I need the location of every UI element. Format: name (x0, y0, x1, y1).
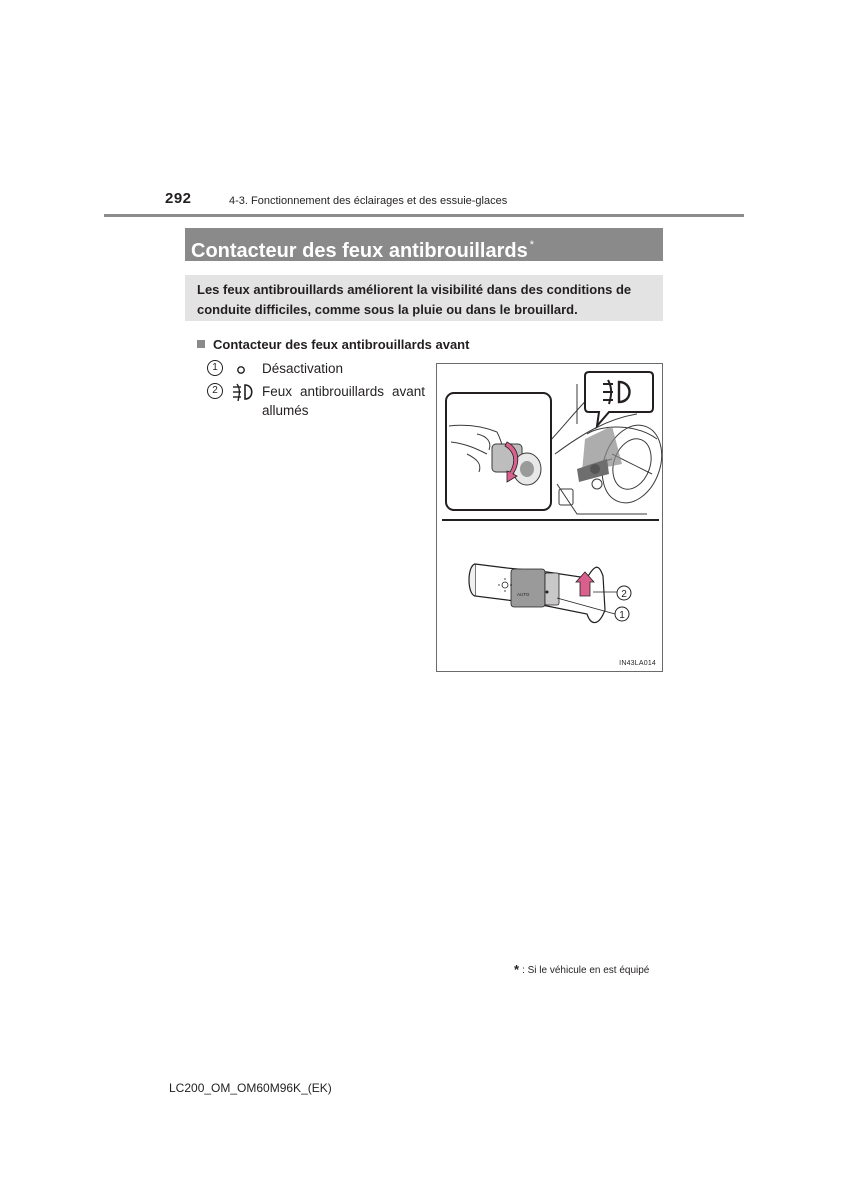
lever-tip (469, 564, 475, 596)
item-label: Feux antibrouillards avant allumés (262, 384, 425, 418)
illustration-drawing (437, 364, 663, 672)
callout-number-1: 1 (619, 610, 625, 621)
footnote-text: : Si le véhicule en est équipé (522, 965, 650, 976)
item-label: Désactivation (262, 361, 344, 376)
off-circle-icon (232, 359, 260, 379)
intro-box (185, 275, 663, 321)
item-number-badge: 2 (207, 383, 223, 399)
title-asterisk: * (529, 239, 535, 251)
page-title (185, 228, 663, 261)
intro-text: Les feux antibrouillards améliorent la visibilité dans des conditions de conduite difficiles, comme sous la pluie ou dans le brouillard. (197, 282, 632, 317)
figure-code: IN43LA014 (619, 660, 656, 667)
switch-center (520, 461, 534, 477)
lever-ring-fog (545, 573, 559, 605)
lever-ring-headlight (511, 569, 545, 607)
square-bullet-icon (197, 340, 205, 348)
subheading (197, 337, 469, 352)
title-text: Contacteur des feux antibrouillards (191, 240, 528, 262)
document-code: LC200_OM_OM60M96K_(EK) (169, 1081, 332, 1095)
footnote (514, 962, 649, 977)
front-fog-light-icon (232, 382, 260, 402)
footnote-asterisk: * (514, 962, 520, 977)
illustration-fog-switch (436, 363, 663, 672)
subheading-text: Contacteur des feux antibrouillards avant (213, 337, 470, 352)
header-divider (104, 214, 744, 217)
section-reference: 4-3. Fonctionnement des éclairages et des essuie-glaces (229, 195, 508, 207)
page-number: 292 (165, 190, 192, 207)
lever-dot (546, 591, 549, 594)
lever-auto-label: AUTO (517, 592, 530, 597)
lever-knob (590, 464, 600, 474)
item-number-badge: 1 (207, 360, 223, 376)
callout-number-2: 2 (621, 589, 627, 600)
